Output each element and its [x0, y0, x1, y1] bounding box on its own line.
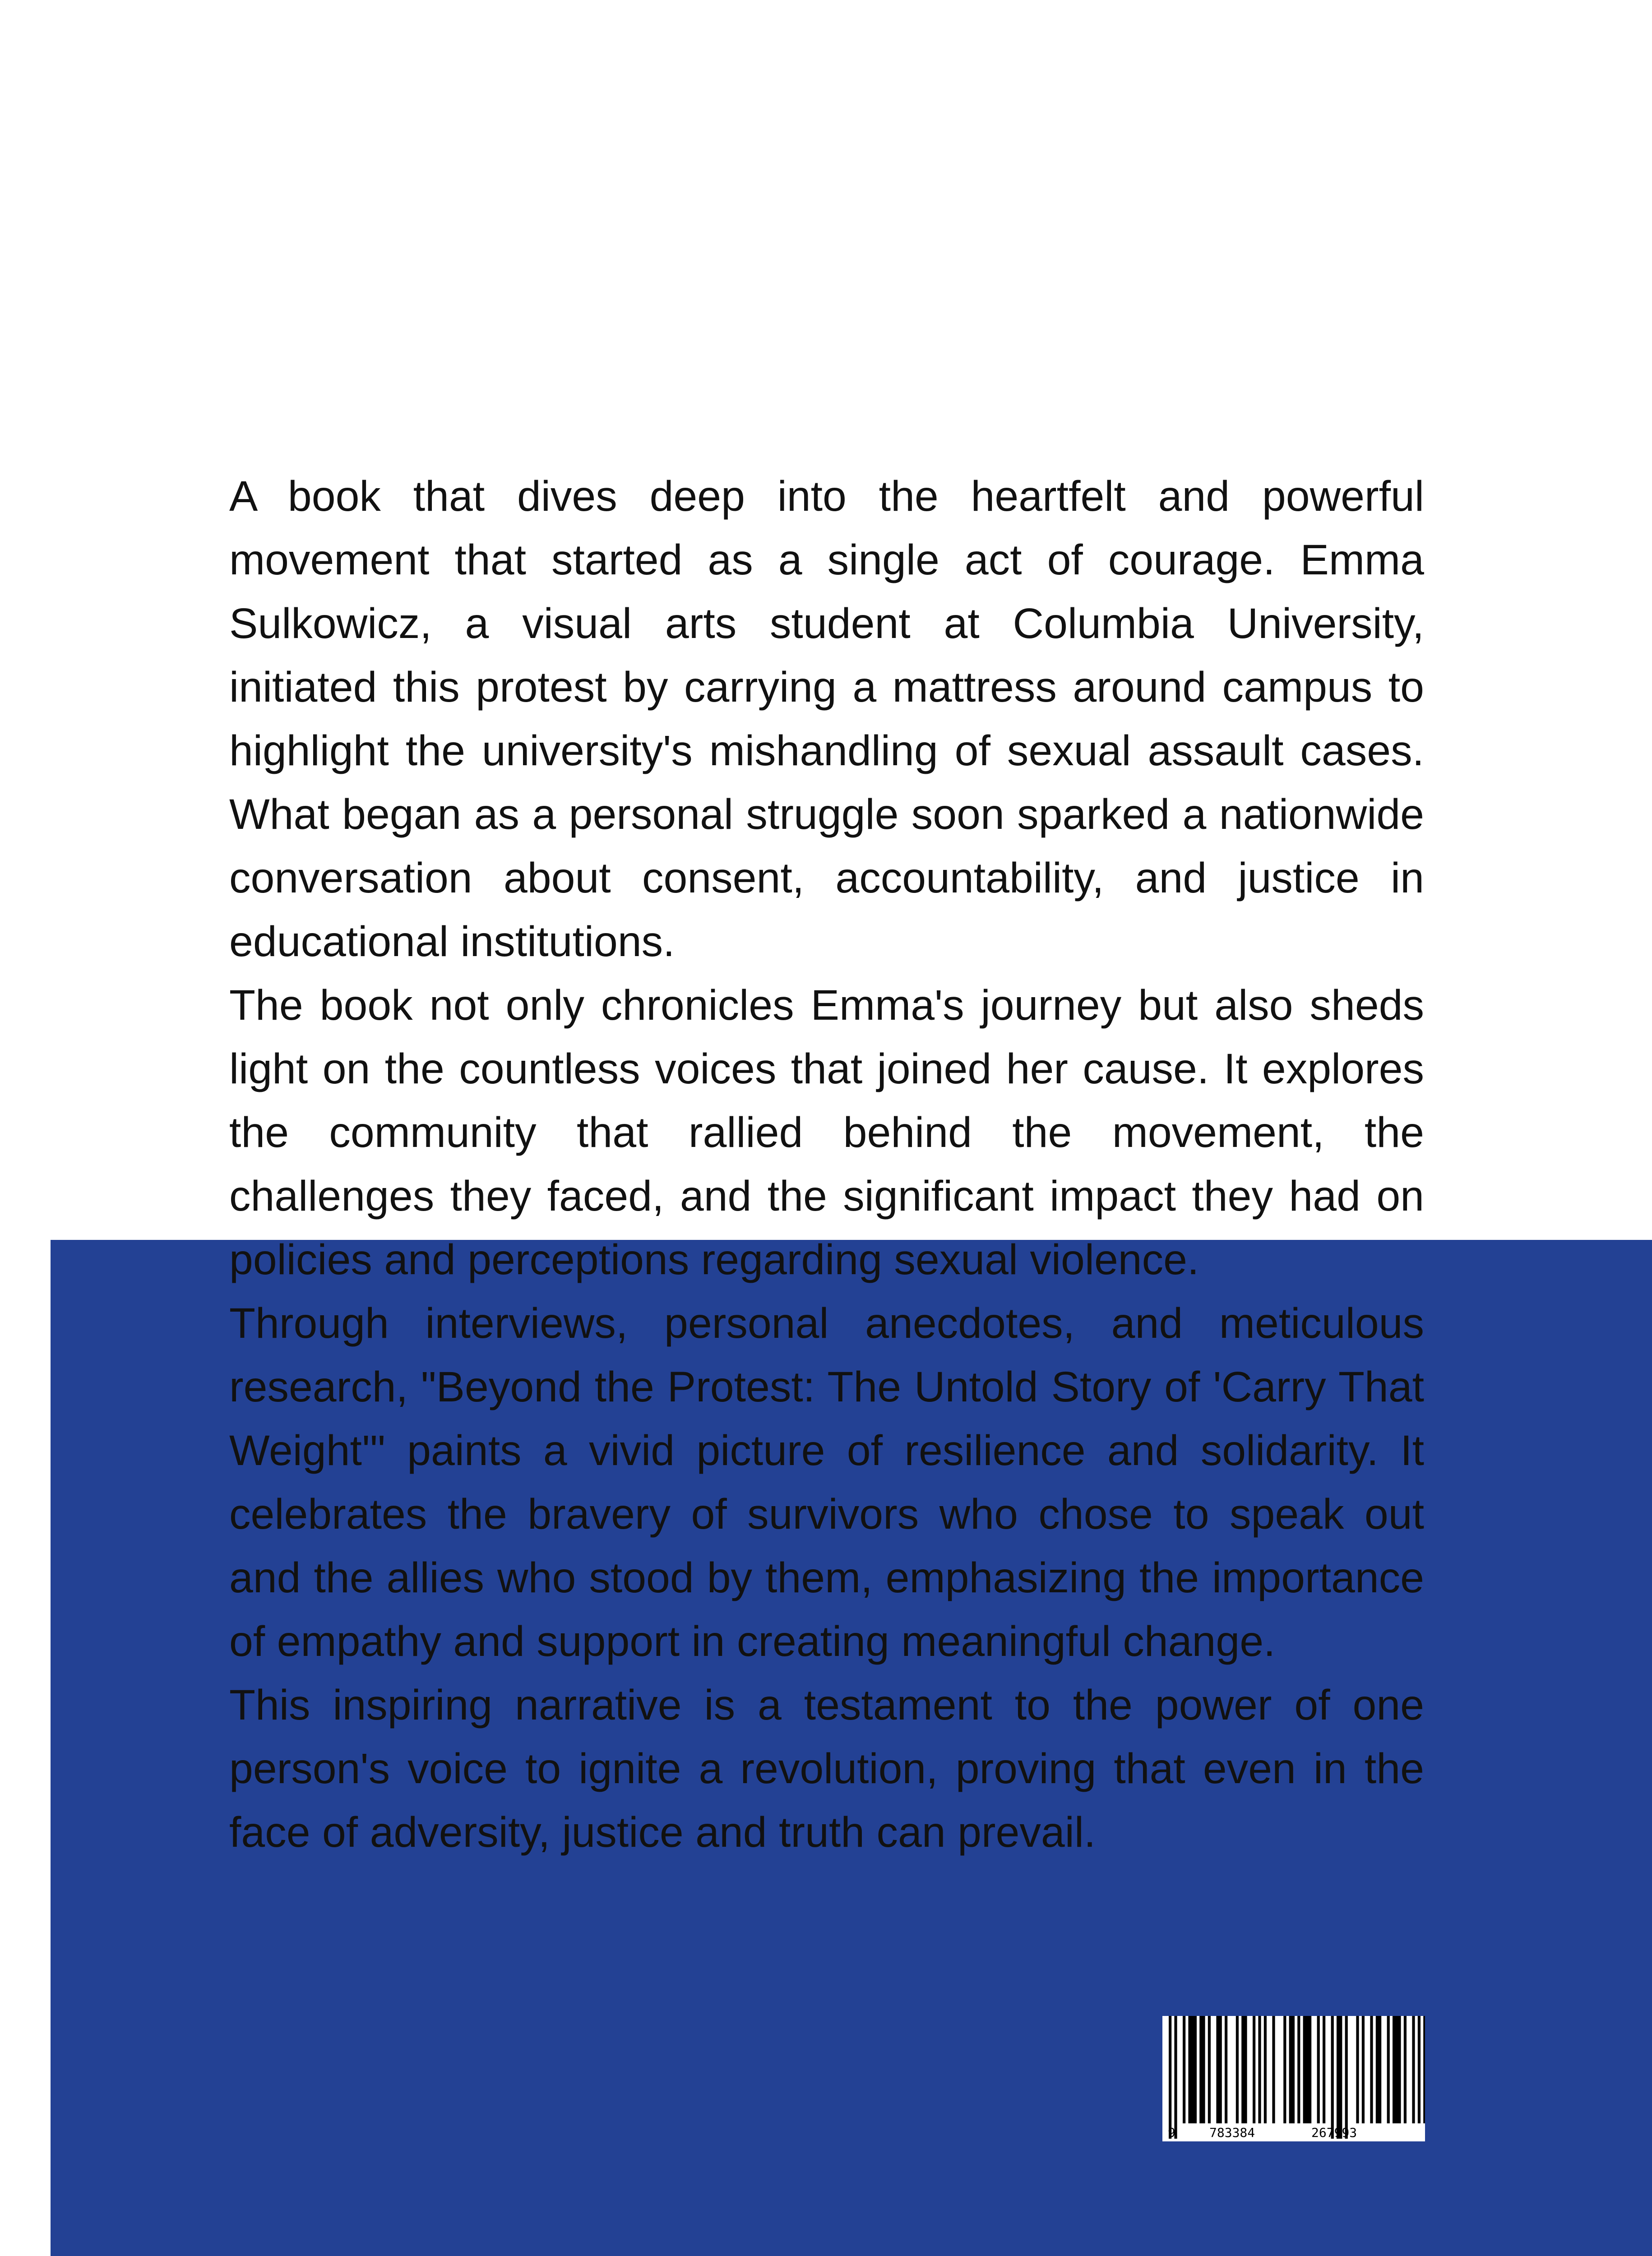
barcode-lead-digit: 9	[1168, 2125, 1175, 2140]
barcode-bar	[1258, 2016, 1261, 2123]
barcode-bar	[1370, 2016, 1373, 2123]
barcode-bar	[1362, 2016, 1365, 2123]
barcode-bar	[1356, 2016, 1359, 2123]
barcode-bar	[1208, 2016, 1211, 2123]
barcode-bar	[1272, 2016, 1275, 2123]
barcode-bar	[1404, 2016, 1407, 2123]
blurb-paragraph: The book not only chronicles Emma's journey but also sheds light on the countless voices that joined her cause. It explores the community that rallied behind the movement, the challenges they faced, and the significant impact they had on policies and perceptions regarding sexual violence.	[229, 981, 1424, 1284]
barcode-bar	[1337, 2016, 1342, 2139]
barcode-bar	[1183, 2016, 1185, 2123]
barcode-bar	[1376, 2016, 1381, 2123]
barcode-bar	[1297, 2016, 1300, 2123]
barcode-bar	[1317, 2016, 1320, 2123]
cover-blurb	[229, 465, 1424, 1864]
barcode-bar	[1323, 2016, 1325, 2123]
barcode-bar	[1264, 2016, 1267, 2123]
barcode-left-digits: 783384	[1209, 2125, 1255, 2140]
barcode-bar	[1283, 2016, 1286, 2123]
blurb-paragraph: A book that dives deep into the heartfelt and powerful movement that started as a single act of courage. Emma Sulkowicz, a visual arts student at Columbia University, initiated this protest by carrying a mattress around campus to highlight the university's mishandling of sexual assault cases. What began as a personal struggle soon sparked a nationwide conversation about consent, accountability, and justice in educational institutions.	[229, 472, 1424, 966]
barcode-bar	[1236, 2016, 1239, 2123]
barcode-right-digits: 267993	[1311, 2125, 1357, 2140]
barcode-bar	[1303, 2016, 1312, 2123]
barcode-bar	[1331, 2016, 1334, 2139]
barcode-bar	[1199, 2016, 1205, 2123]
barcode-bar	[1393, 2016, 1401, 2123]
barcode-bar	[1169, 2016, 1171, 2139]
barcode-bar	[1216, 2016, 1222, 2123]
barcode-bars	[1169, 2016, 1425, 2139]
blurb-paragraph: Through interviews, personal anecdotes, and meticulous research, "Beyond the Protest: The Untold Story of 'Carry That Weight'" paints a vivid picture of resilience and solidarity. It celebrates the bravery of survivors who chose to speak out and the allies who stood by them, emphasizing the importance of empathy and support in creating meaningful change.	[229, 1299, 1424, 1665]
blurb-paragraph: This inspiring narrative is a testament to the power of one person's voice to ignite a revolution, proving that even in the face of adversity, justice and truth can prevail.	[229, 1681, 1424, 1856]
barcode-bar	[1418, 2016, 1421, 2123]
barcode-graphic	[1162, 2016, 1425, 2141]
barcode-bar	[1225, 2016, 1227, 2123]
barcode-bar	[1253, 2016, 1255, 2123]
barcode-bar	[1423, 2016, 1425, 2123]
barcode-bar	[1412, 2016, 1415, 2123]
barcode-bar	[1174, 2016, 1177, 2139]
barcode-bar	[1241, 2016, 1247, 2123]
isbn-barcode	[1162, 2016, 1425, 2141]
barcode-bar	[1387, 2016, 1390, 2123]
barcode-bar	[1289, 2016, 1295, 2123]
barcode-bar	[1345, 2016, 1348, 2139]
barcode-bar	[1188, 2016, 1197, 2123]
